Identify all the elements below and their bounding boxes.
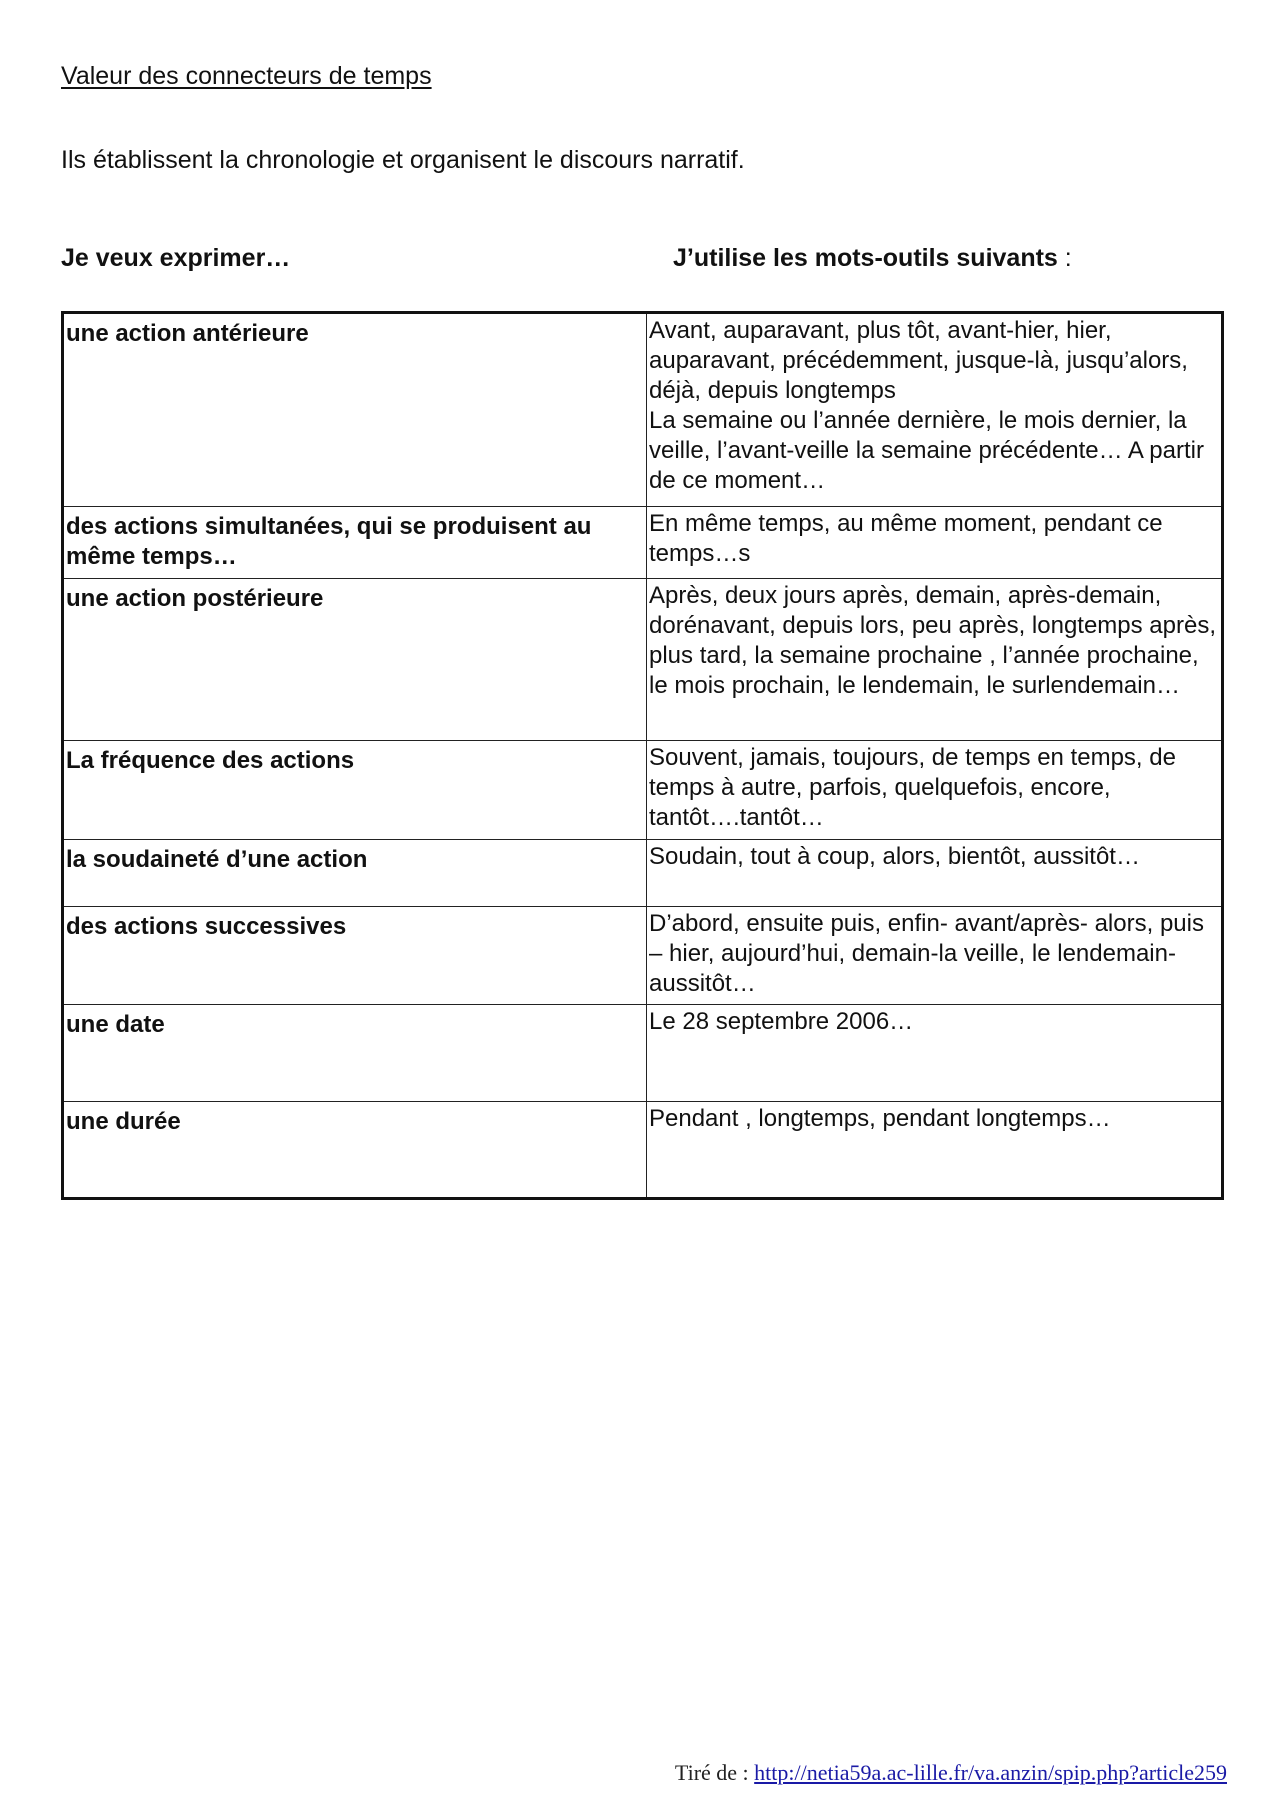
meaning-cell: une date <box>63 1005 647 1102</box>
words-cell: Soudain, tout à coup, alors, bientôt, aussitôt… <box>647 840 1223 907</box>
words-cell: Après, deux jours après, demain, après-demain, dorénavant, depuis lors, peu après, longtemps après, plus tard, la semaine prochaine , l’année prochaine, le mois prochain, le lendemain, le surlendemain… <box>647 579 1223 741</box>
source-link[interactable]: http://netia59a.ac-lille.fr/va.anzin/spip.php?article259 <box>754 1760 1227 1785</box>
source-prefix: Tiré de : <box>674 1760 755 1785</box>
words-cell: Souvent, jamais, toujours, de temps en temps, de temps à autre, parfois, quelquefois, encore, tantôt….tantôt… <box>647 741 1223 840</box>
column-heading-meaning-label: Je veux exprimer… <box>61 244 291 272</box>
meaning-cell: la soudaineté d’une action <box>63 840 647 907</box>
page-title: Valeur des connecteurs de temps <box>61 62 432 90</box>
table-row <box>63 840 1223 907</box>
table-row <box>63 907 1223 1005</box>
source-footer <box>675 1760 1227 1786</box>
words-text: Avant, auparavant, plus tôt, avant-hier, hier, auparavant, précédemment, jusque-là, jusqu’alors, déjà, depuis longtemps La semaine ou l’année dernière, le mois dernier, la veille, l’avant-veille la semaine précédente… A partir de ce moment… <box>649 317 1204 494</box>
table-row <box>63 579 1223 741</box>
meaning-cell: une action postérieure <box>63 579 647 741</box>
table-row <box>63 741 1223 840</box>
column-heading-words-label: J’utilise les mots-outils suivants <box>673 244 1058 272</box>
words-cell: En même temps, au même moment, pendant ce temps…s <box>647 507 1223 579</box>
connectors-table <box>61 311 1224 1200</box>
table-row <box>63 313 1223 507</box>
column-heading-words-suffix: : <box>1057 244 1072 272</box>
words-cell <box>647 313 1223 507</box>
words-cell: Pendant , longtemps, pendant longtemps… <box>647 1102 1223 1199</box>
meaning-cell: des actions successives <box>63 907 647 1005</box>
table-row <box>63 1005 1223 1102</box>
meaning-cell: une action antérieure <box>63 313 647 507</box>
table-row <box>63 1102 1223 1199</box>
column-heading-meaning <box>61 244 290 273</box>
words-cell: Le 28 septembre 2006… <box>647 1005 1223 1102</box>
meaning-cell: des actions simultanées, qui se produisent au même temps… <box>63 507 647 579</box>
table-row <box>63 507 1223 579</box>
intro-text: Ils établissent la chronologie et organisent le discours narratif. <box>61 146 745 174</box>
column-heading-words <box>673 244 1072 273</box>
words-cell: D’abord, ensuite puis, enfin- avant/après- alors, puis – hier, aujourd’hui, demain-la veille, le lendemain- aussitôt… <box>647 907 1223 1005</box>
meaning-cell: La fréquence des actions <box>63 741 647 840</box>
meaning-cell: une durée <box>63 1102 647 1199</box>
